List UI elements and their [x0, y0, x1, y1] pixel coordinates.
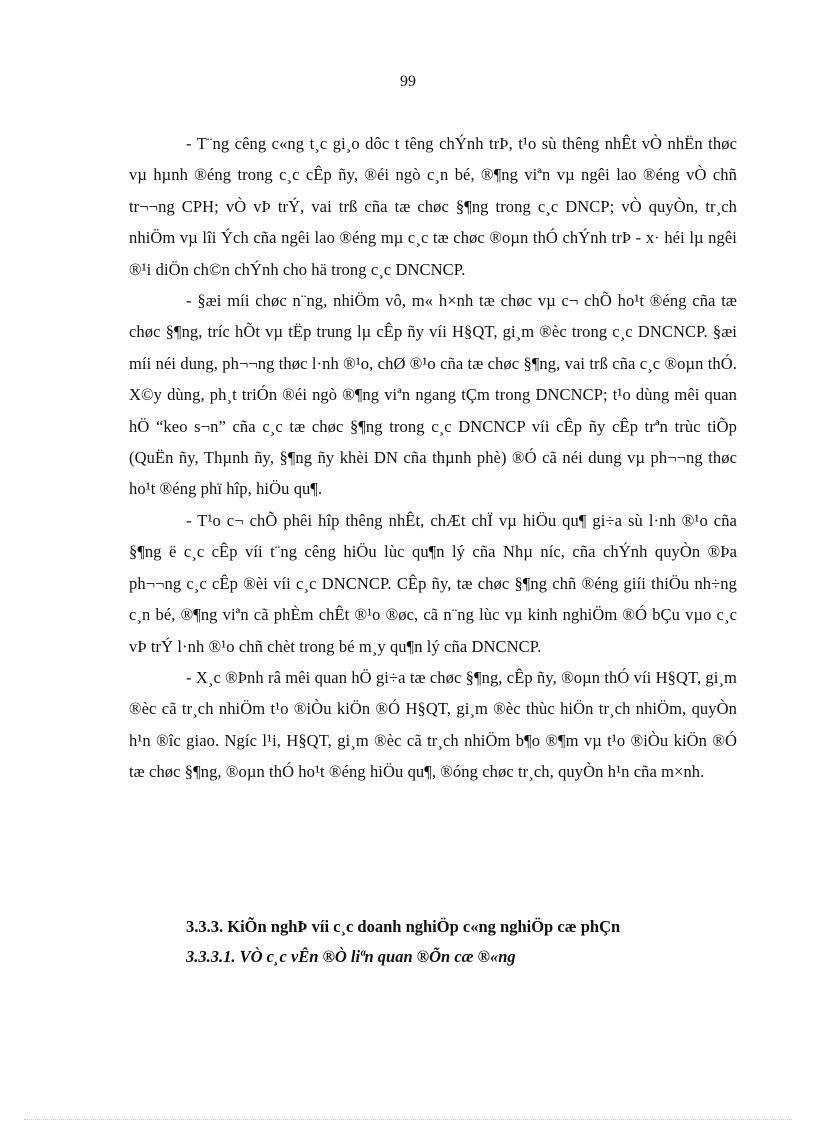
paragraph: - T¨ng cêng c«ng t¸c gi¸o dôc t têng chÝnh trÞ, t¹o sù thêng nhÊt vÒ nhËn thøc vµ hµnh ®éng trong c¸c cÊp ñy, ®éi ngò c¸n bé, ®¶ng viªn vµ ngêi lao ®éng vÒ chñ tr¬¬ng CPH; vÒ vÞ trÝ, vai trß cña tæ chøc §¶ng trong c¸c DNCP; vÒ quyÒn, tr¸ch nhiÖm vµ lîi Ých cña ngêi lao ®éng mµ c¸c tæ chøc ®oµn thÓ chÝnh trÞ - x· héi lµ ngêi ®¹i diÖn ch©n chÝnh cho hä trong c¸c DNCNCP.: [129, 134, 737, 279]
paragraph: - X¸c ®Þnh râ mêi quan hÖ gi÷a tæ chøc §¶ng, cÊp ñy, ®oµn thÓ víi H§QT, gi¸m ®èc cã tr¸ch nhiÖm t¹o ®iÒu kiÖn ®Ó H§QT, gi¸m ®èc thùc hiÖn tr¸ch nhiÖm, quyÒn h¹n ®îc giao. Ngíc l¹i, H§QT, gi¸m ®èc cã tr¸ch nhiÖm b¶o ®¶m vµ t¹o ®iÒu kiÖn ®Ó tæ chøc §¶ng, ®oµn thÓ ho¹t ®éng hiÖu qu¶, ®óng chøc tr¸ch, quyÒn h¹n cña m×nh.: [129, 667, 737, 782]
subsection-heading: 3.3.3.1. VÒ c¸c vÊn ®Ò liªn quan ®Õn cæ ®«ng: [186, 947, 516, 966]
page-bottom-rule: [24, 1119, 792, 1120]
paragraph: - §æi míi chøc n¨ng, nhiÖm vô, m« h×nh tæ chøc vµ c¬ chÕ ho¹t ®éng cña tæ chøc §¶ng, tríc hÕt vµ tËp trung lµ cÊp ñy víi H§QT, gi¸m ®èc trong c¸c DNCNCP. §æi míi néi dung, ph¬¬ng thøc l·nh ®¹o, chØ ®¹o cña tæ chøc §¶ng, vai trß cña c¸c ®oµn thÓ. X©y dùng, ph¸t triÓn ®éi ngò ®¶ng viªn ngang tÇm trong DNCNCP; t¹o dùng mêi quan hÖ “keo s¬n” cña c¸c tæ chøc §¶ng trong c¸c DNCNCP víi cÊp ñy cÊp trªn trùc tiÕp (QuËn ñy, Thµnh ñy, §¶ng ñy khèi DN cña thµnh phè) ®Ó cã néi dung vµ ph¬¬ng thøc ho¹t ®éng phï hîp, hiÖu qu¶.: [129, 291, 737, 499]
paragraph: - T¹o c¬ chÕ phêi hîp thêng nhÊt, chÆt chÏ vµ hiÖu qu¶ gi÷a sù l·nh ®¹o cña §¶ng ë c¸c cÊp víi t¨ng cêng hiÖu lùc qu¶n lý cña Nhµ níc, cña chÝnh quyÒn ®Þa ph¬¬ng c¸c cÊp ®èi víi c¸c DNCNCP. CÊp ñy, tæ chøc §¶ng chñ ®éng giíi thiÖu nh÷ng c¸n bé, ®¶ng viªn cã phÈm chÊt ®¹o ®øc, cã n¨ng lùc vµ kinh nghiÖm ®Ó bÇu vµo c¸c vÞ trÝ l·nh ®¹o chñ chèt trong bé m¸y qu¶n lý cña DNCNCP.: [129, 510, 737, 656]
page-number: 99: [400, 73, 416, 90]
body-text: [129, 128, 737, 788]
section-heading: 3.3.3. KiÕn nghÞ víi c¸c doanh nghiÖp c«ng nghiÖp cæ phÇn: [186, 917, 621, 936]
